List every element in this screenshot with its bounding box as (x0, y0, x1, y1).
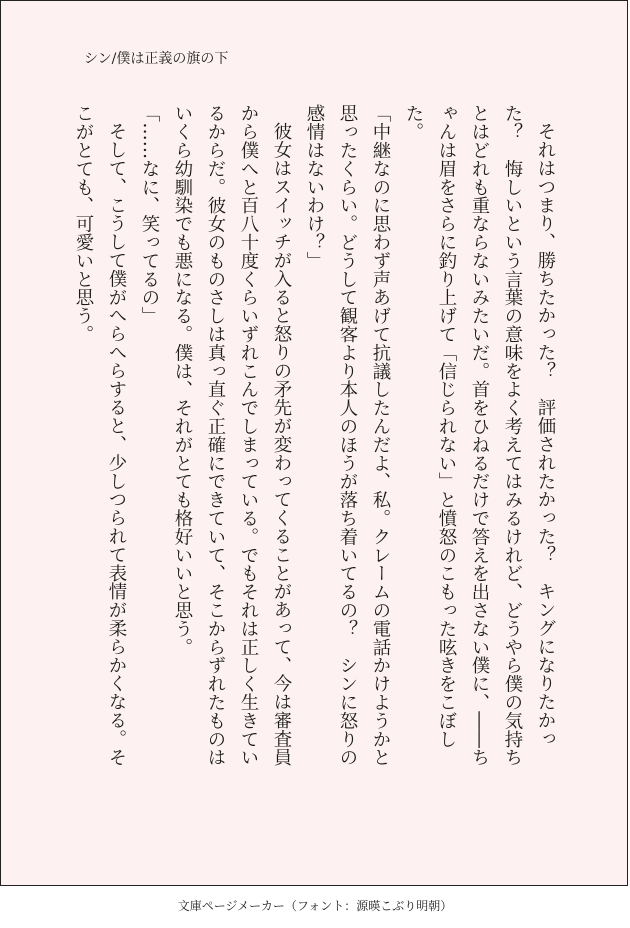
vertical-body-text (72, 104, 562, 784)
paragraph-2: 「中継なのに思わず声あげて抗議したんだよ、私。クレームの電話かけようかと思ったくらい。どうして観客より本人のほうが落ち着いてるの？ シンに怒りの感情はないわけ？」 (304, 104, 391, 767)
paragraph-5: そして、こうして僕がへらへらすると、少しつられて表情が柔らかくなる。そこがとても、可愛いと思う。 (73, 104, 127, 767)
paragraph-3: 彼女はスイッチが入ると怒りの矛先が変わってくることがあって、今は審査員から僕へと百八十度くらいずれこんでしまっている。でもそれは正しく生きているからだ。彼女のものさしは真っ直ぐ正確にできていて、そこからずれたものはいくら幼馴染でも悪になる。僕は、それがとても格好いいと思う。 (172, 104, 292, 767)
page-title: シン/僕は正義の旗の下 (84, 51, 229, 67)
paragraph-1: それはつまり、勝ちたかった？ 評価されたかった？ キングになりたかった？ 悔しいという言葉の意味をよく考えてはみるけれど、どうやら僕の気持ちとはどれも重ならないみたいだ。首をひねるだけで答えを出さない僕に、――ちゃんは眉をさらに釣り上げて「信じられない」と憤怒のこもった呟きをこぼした。 (403, 104, 556, 767)
paragraph-4: 「……なに、笑ってるの」 (139, 104, 160, 325)
footer-credit: 文庫ページメーカー（フォント：源暎こぶり明朝） (177, 899, 453, 913)
